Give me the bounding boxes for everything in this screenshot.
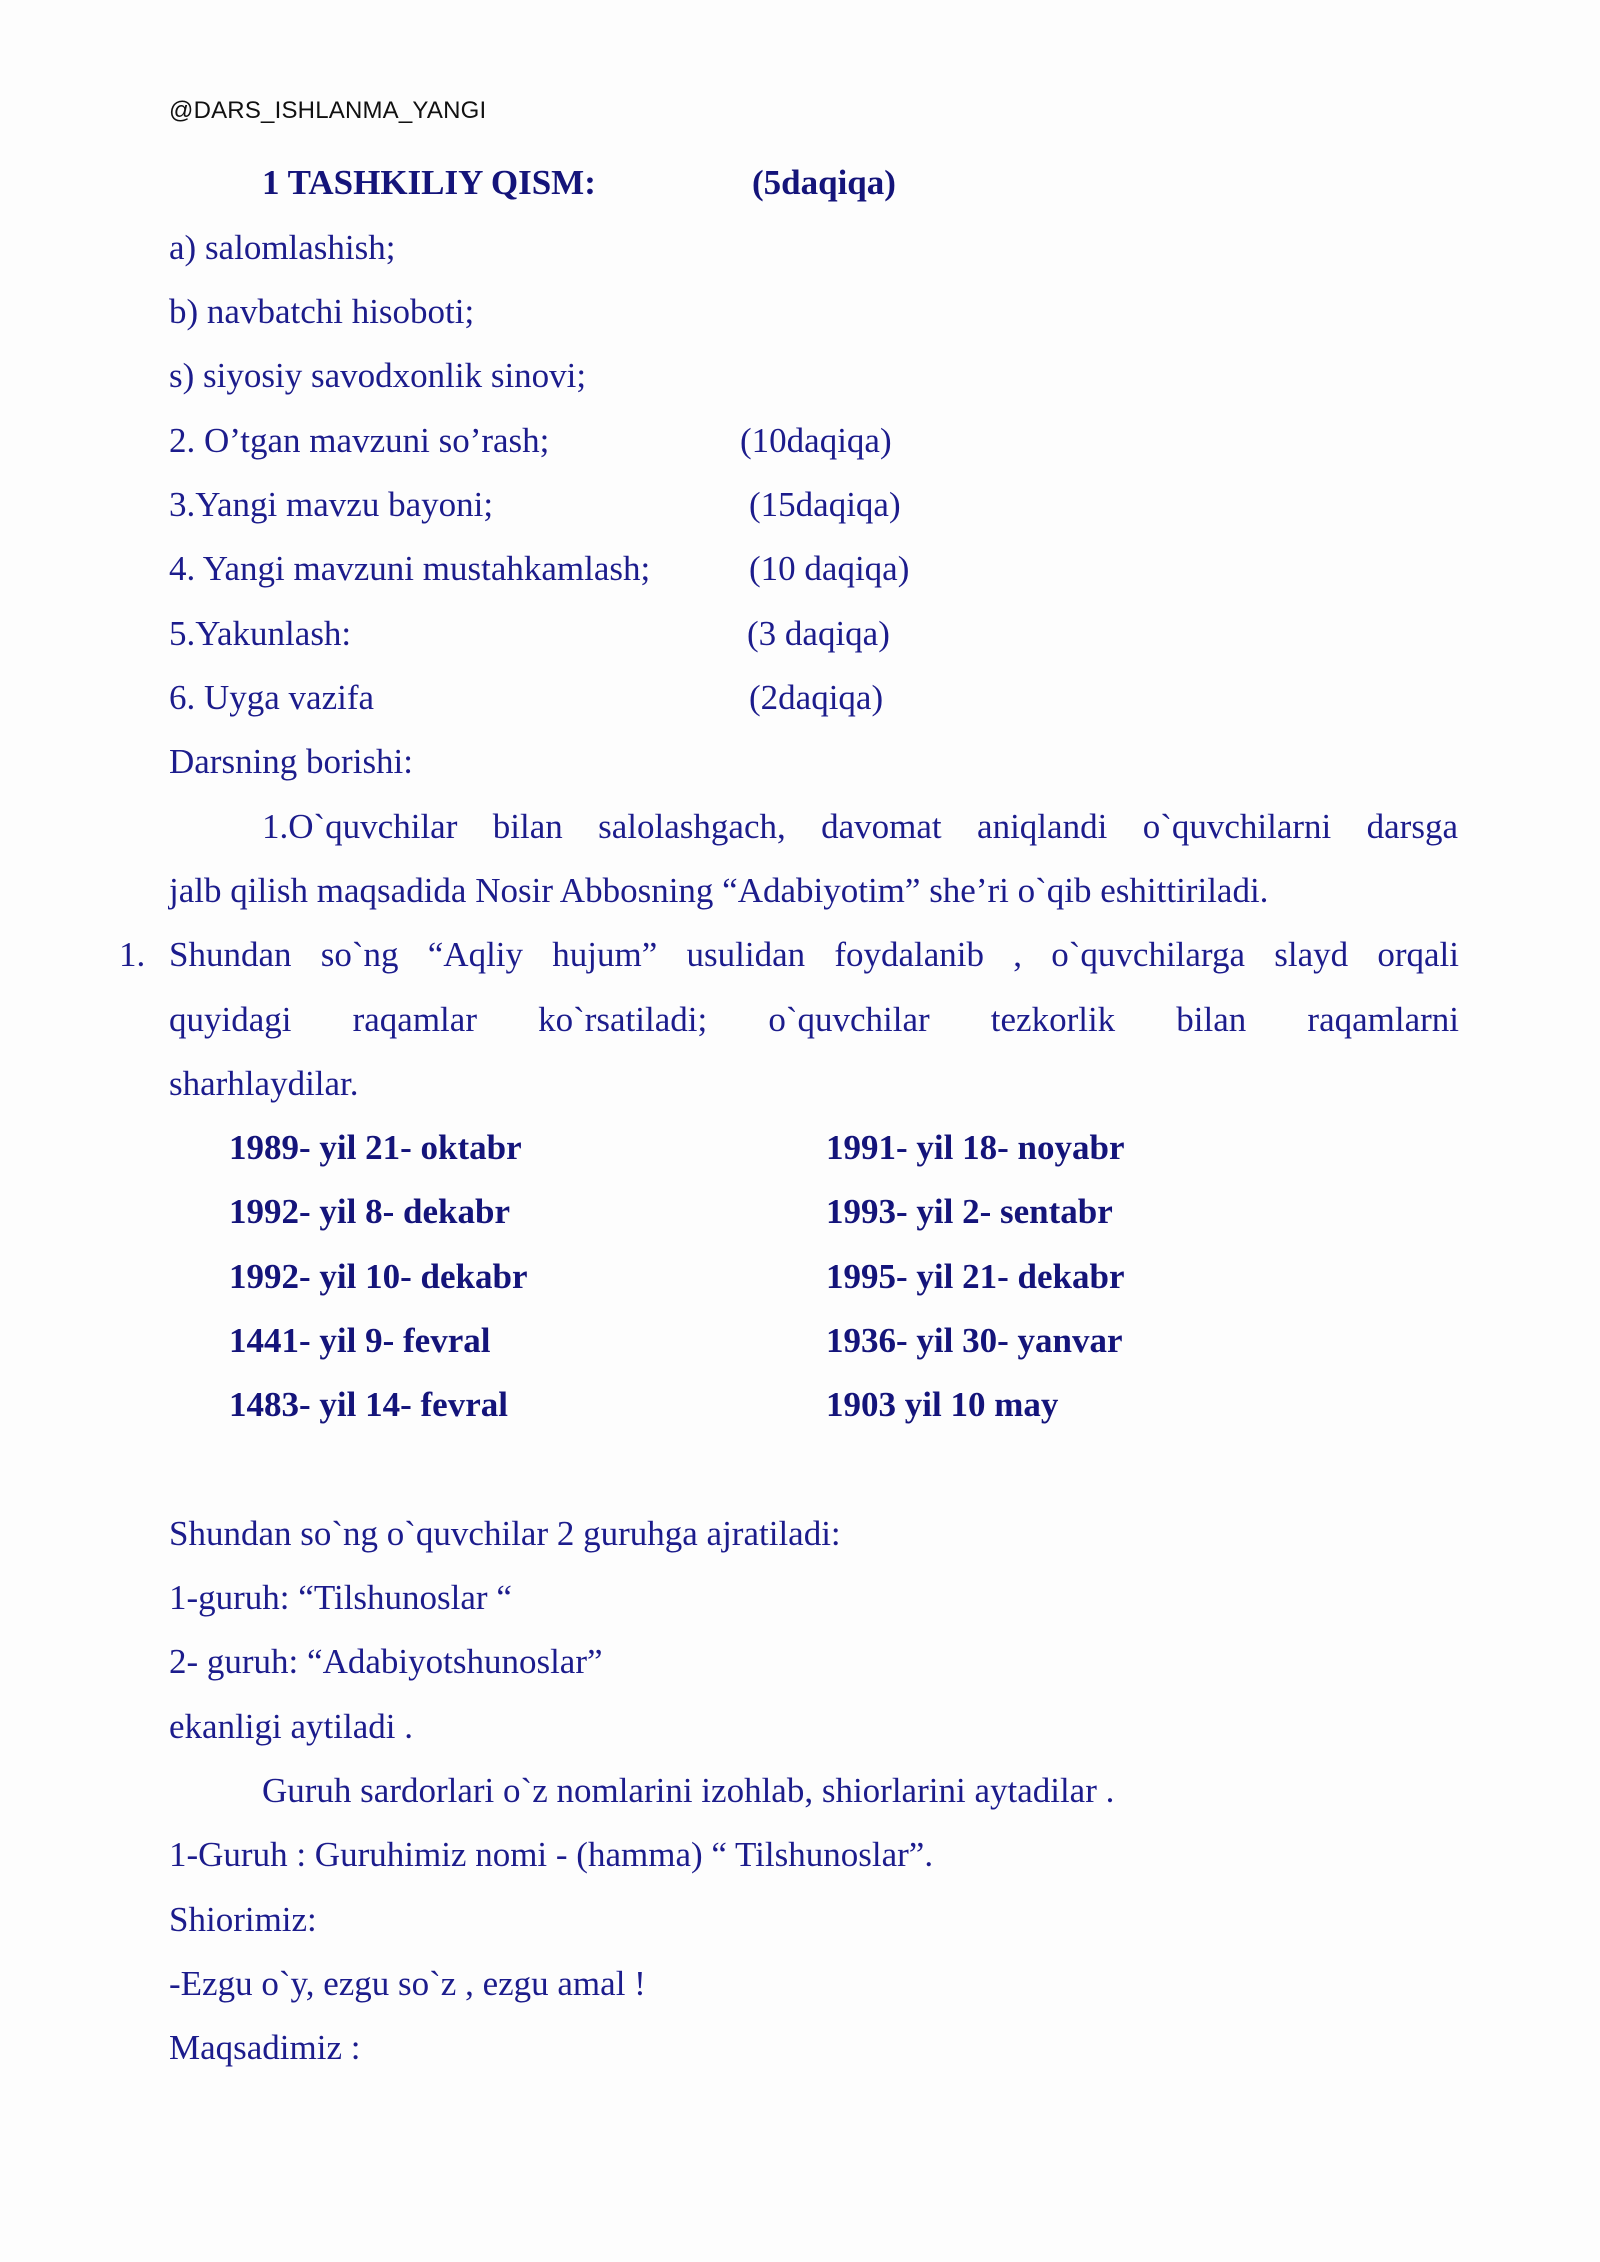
list-marker: 1. <box>119 935 146 974</box>
group-1-name-line: 1-Guruh : Guruhimiz nomi - (hamma) “ Tilshunoslar”. <box>169 1835 934 1874</box>
date-right: 1995- yil 21- dekabr <box>826 1257 1125 1296</box>
plan-item-label: 6. Uyga vazifa <box>169 678 375 717</box>
group-2-line: 2- guruh: “Adabiyotshunoslar” <box>169 1642 603 1681</box>
process-paragraph-line: quyidagi raqamlar ko`rsatiladi; o`quvchilar tezkorlik bilan raqamlarni <box>169 1000 1459 1039</box>
date-left: 1992- yil 8- dekabr <box>229 1192 510 1231</box>
plan-item-label: 4. Yangi mavzuni mustahkamlash; <box>169 549 651 588</box>
plan-item-time: (2daqiqa) <box>749 678 884 717</box>
plan-title: 1 TASHKILIY QISM: <box>262 163 596 202</box>
date-left: 1992- yil 10- dekabr <box>229 1257 528 1296</box>
process-paragraph-line: 1.O`quvchilar bilan salolashgach, davomat aniqlandi o`quvchilarni darsga <box>262 807 1458 846</box>
plan-item-time: (10daqiqa) <box>740 421 892 460</box>
date-right: 1903 yil 10 may <box>826 1385 1059 1424</box>
process-paragraph-line: Shundan so`ng “Aqliy hujum” usulidan foydalanib , o`quvchilarga slayd orqali <box>169 935 1459 974</box>
plan-item-label: 2. O’tgan mavzuni so’rash; <box>169 421 550 460</box>
date-left: 1989- yil 21- oktabr <box>229 1128 522 1167</box>
date-left: 1483- yil 14- fevral <box>229 1385 508 1424</box>
date-right: 1936- yil 30- yanvar <box>826 1321 1123 1360</box>
motto-label: Shiorimiz: <box>169 1900 317 1939</box>
plan-subitem: s) siyosiy savodxonlik sinovi; <box>169 356 587 395</box>
groups-intro: Shundan so`ng o`quvchilar 2 guruhga ajratiladi: <box>169 1514 841 1553</box>
process-paragraph-line: sharhlaydilar. <box>169 1064 359 1103</box>
plan-title-time: (5daqiqa) <box>752 163 896 202</box>
process-paragraph-line: jalb qilish maqsadida Nosir Abbosning “Adabiyotim” she’ri o`qib eshittiriladi. <box>169 871 1269 910</box>
date-right: 1993- yil 2- sentabr <box>826 1192 1113 1231</box>
plan-item-time: (10 daqiqa) <box>749 549 910 588</box>
group-leaders-line: Guruh sardorlari o`z nomlarini izohlab, shiorlarini aytadilar . <box>262 1771 1115 1810</box>
date-right: 1991- yil 18- noyabr <box>826 1128 1125 1167</box>
group-1-line: 1-guruh: “Tilshunoslar “ <box>169 1578 512 1617</box>
plan-subitem: b) navbatchi hisoboti; <box>169 292 475 331</box>
plan-item-label: 5.Yakunlash: <box>169 614 352 653</box>
plan-item-time: (3 daqiqa) <box>747 614 890 653</box>
plan-item-time: (15daqiqa) <box>749 485 901 524</box>
groups-closing: ekanligi aytiladi . <box>169 1707 413 1746</box>
date-left: 1441- yil 9- fevral <box>229 1321 491 1360</box>
goal-label: Maqsadimiz : <box>169 2028 361 2067</box>
process-heading: Darsning borishi: <box>169 742 414 781</box>
plan-subitem: a) salomlashish; <box>169 228 396 267</box>
page-header-watermark: @DARS_ISHLANMA_YANGI <box>169 97 487 124</box>
motto-text: -Ezgu o`y, ezgu so`z , ezgu amal ! <box>169 1964 646 2003</box>
plan-item-label: 3.Yangi mavzu bayoni; <box>169 485 494 524</box>
